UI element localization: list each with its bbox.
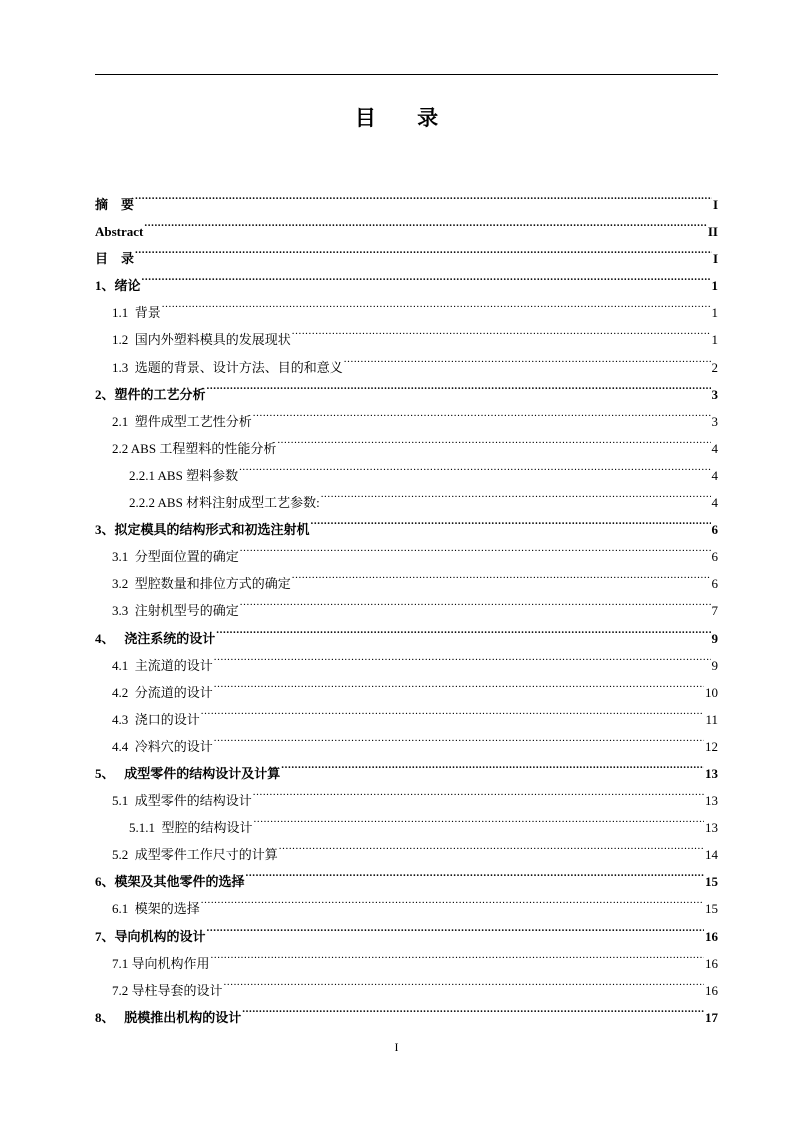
footer-page-number: I	[394, 1040, 399, 1054]
toc-entry-page: 1	[711, 278, 718, 294]
toc-entry-page: 13	[705, 765, 718, 781]
toc-dot-leader	[201, 697, 705, 724]
toc-entry-page: 12	[705, 738, 718, 754]
toc-entry-page: 15	[705, 874, 718, 890]
toc-dot-leader	[211, 941, 704, 968]
toc-entry-title: 2.2 ABS 工程塑料的性能分析	[112, 440, 277, 456]
toc-entry[interactable]	[95, 182, 718, 212]
toc-entry-title: 8、 脱模推出机构的设计	[95, 1009, 242, 1025]
toc-entry-page: 1	[711, 332, 718, 348]
toc-dot-leader	[253, 399, 711, 426]
toc-entry-page: 15	[705, 901, 718, 917]
toc-entry-page: 1	[711, 305, 718, 321]
toc-dot-leader	[216, 616, 710, 643]
toc-entry-title: 5.1 成型零件的结构设计	[112, 793, 252, 809]
toc-dot-leader	[281, 751, 704, 778]
toc-entry-page: 6	[711, 576, 718, 592]
toc-entry-title: 5.2 成型零件工作尺寸的计算	[112, 847, 278, 863]
toc-entry-title: 4.2 分流道的设计	[112, 684, 213, 700]
toc-entry-page: 7	[711, 603, 718, 619]
page-title: 目 录	[354, 106, 457, 130]
toc-dot-leader	[242, 995, 704, 1022]
toc-dot-leader	[254, 805, 704, 832]
toc-entry-page: I	[712, 197, 718, 212]
toc-entry-title: 2.2.1 ABS 塑料参数	[129, 467, 239, 483]
toc-entry-page: 4	[711, 495, 718, 511]
toc-dot-leader	[279, 832, 704, 859]
toc-entry-title: 7、导向机构的设计	[95, 928, 206, 944]
toc-entry-page: 13	[705, 820, 718, 836]
toc-entry[interactable]	[95, 290, 718, 321]
toc-entry-page: 9	[711, 630, 718, 646]
toc-entry-title: 6、模架及其他零件的选择	[95, 874, 245, 890]
toc-dot-leader	[344, 345, 711, 372]
toc-entry-page: 9	[711, 657, 718, 673]
toc-entry-page: 11	[705, 711, 718, 727]
toc-entry-title: 3.1 分型面位置的确定	[112, 549, 239, 565]
toc-entry-page: 3	[711, 413, 718, 429]
toc-entry-title: 7.1 导向机构作用	[112, 955, 210, 971]
toc-dot-leader	[207, 372, 711, 399]
toc-dot-leader	[240, 534, 711, 561]
toc-entry-title: 7.2 导柱导套的设计	[112, 982, 223, 998]
toc-entry-title: 2.2.2 ABS 材料注射成型工艺参数:	[129, 495, 320, 511]
toc-dot-leader	[214, 724, 704, 751]
toc-dot-leader	[321, 480, 711, 507]
toc-entry-title: 目 录	[95, 251, 135, 267]
toc-dot-leader	[292, 561, 711, 588]
toc-entry-title: 4、 浇注系统的设计	[95, 630, 216, 646]
toc-entry-title: 3.2 型腔数量和排位方式的确定	[112, 576, 291, 592]
toc-dot-leader	[162, 290, 711, 317]
toc-entry-page: 10	[705, 684, 718, 700]
toc-entry-title: 1、绪论	[95, 278, 141, 294]
toc-entry[interactable]	[95, 236, 718, 267]
toc-entry-page: 13	[705, 793, 718, 809]
toc-entry-title: 1.1 背景	[112, 305, 161, 321]
header-rule	[95, 74, 718, 75]
toc-entry-title: Abstract	[95, 224, 144, 240]
toc-dot-leader	[214, 670, 704, 697]
toc-entry-page: 16	[705, 928, 718, 944]
toc-entry-title: 4.4 冷料穴的设计	[112, 738, 213, 754]
toc-entry-page: 4	[711, 467, 718, 483]
toc-dot-leader	[240, 588, 711, 615]
toc-entry-title: 4.3 浇口的设计	[112, 711, 200, 727]
toc-entry-title: 2、塑件的工艺分析	[95, 386, 206, 402]
toc-entry[interactable]	[95, 263, 718, 294]
toc-entry-title: 摘 要	[95, 197, 135, 212]
toc-entry-title: 2.1 塑件成型工艺性分析	[112, 413, 252, 429]
toc-entry-page: 6	[711, 522, 718, 538]
toc-entry-page: 16	[705, 955, 718, 971]
toc-entry-page: 3	[711, 386, 718, 402]
table-of-contents	[95, 182, 718, 1025]
toc-entry-page: 4	[711, 440, 718, 456]
toc-dot-leader	[246, 859, 704, 886]
toc-entry-title: 5、 成型零件的结构设计及计算	[95, 765, 281, 781]
toc-dot-leader	[135, 236, 712, 263]
toc-entry-page: II	[707, 224, 718, 240]
toc-dot-leader	[135, 182, 712, 209]
toc-dot-leader	[207, 914, 704, 941]
toc-entry[interactable]	[95, 209, 718, 240]
toc-dot-leader	[277, 426, 710, 453]
toc-entry-page: I	[712, 251, 718, 267]
toc-entry-title: 1.3 选题的背景、设计方法、目的和意义	[112, 359, 343, 375]
toc-dot-leader	[311, 507, 711, 534]
toc-entry-page: 17	[705, 1009, 718, 1025]
toc-entry-title: 6.1 模架的选择	[112, 901, 200, 917]
toc-entry-page: 14	[705, 847, 718, 863]
toc-dot-leader	[224, 968, 704, 995]
toc-entry-page: 2	[711, 359, 718, 375]
toc-dot-leader	[239, 453, 710, 480]
toc-entry-title: 3、拟定模具的结构形式和初选注射机	[95, 522, 310, 538]
toc-dot-leader	[142, 263, 711, 290]
toc-dot-leader	[144, 209, 706, 236]
toc-dot-leader	[201, 886, 704, 913]
toc-entry-title: 3.3 注射机型号的确定	[112, 603, 239, 619]
toc-entry-page: 6	[711, 549, 718, 565]
toc-entry-page: 16	[705, 982, 718, 998]
toc-entry-title: 5.1.1 型腔的结构设计	[129, 820, 253, 836]
toc-entry[interactable]	[95, 317, 718, 348]
toc-entry-title: 1.2 国内外塑料模具的发展现状	[112, 332, 291, 348]
toc-dot-leader	[292, 317, 711, 344]
toc-dot-leader	[253, 778, 704, 805]
toc-dot-leader	[214, 643, 711, 670]
toc-entry-title: 4.1 主流道的设计	[112, 657, 213, 673]
